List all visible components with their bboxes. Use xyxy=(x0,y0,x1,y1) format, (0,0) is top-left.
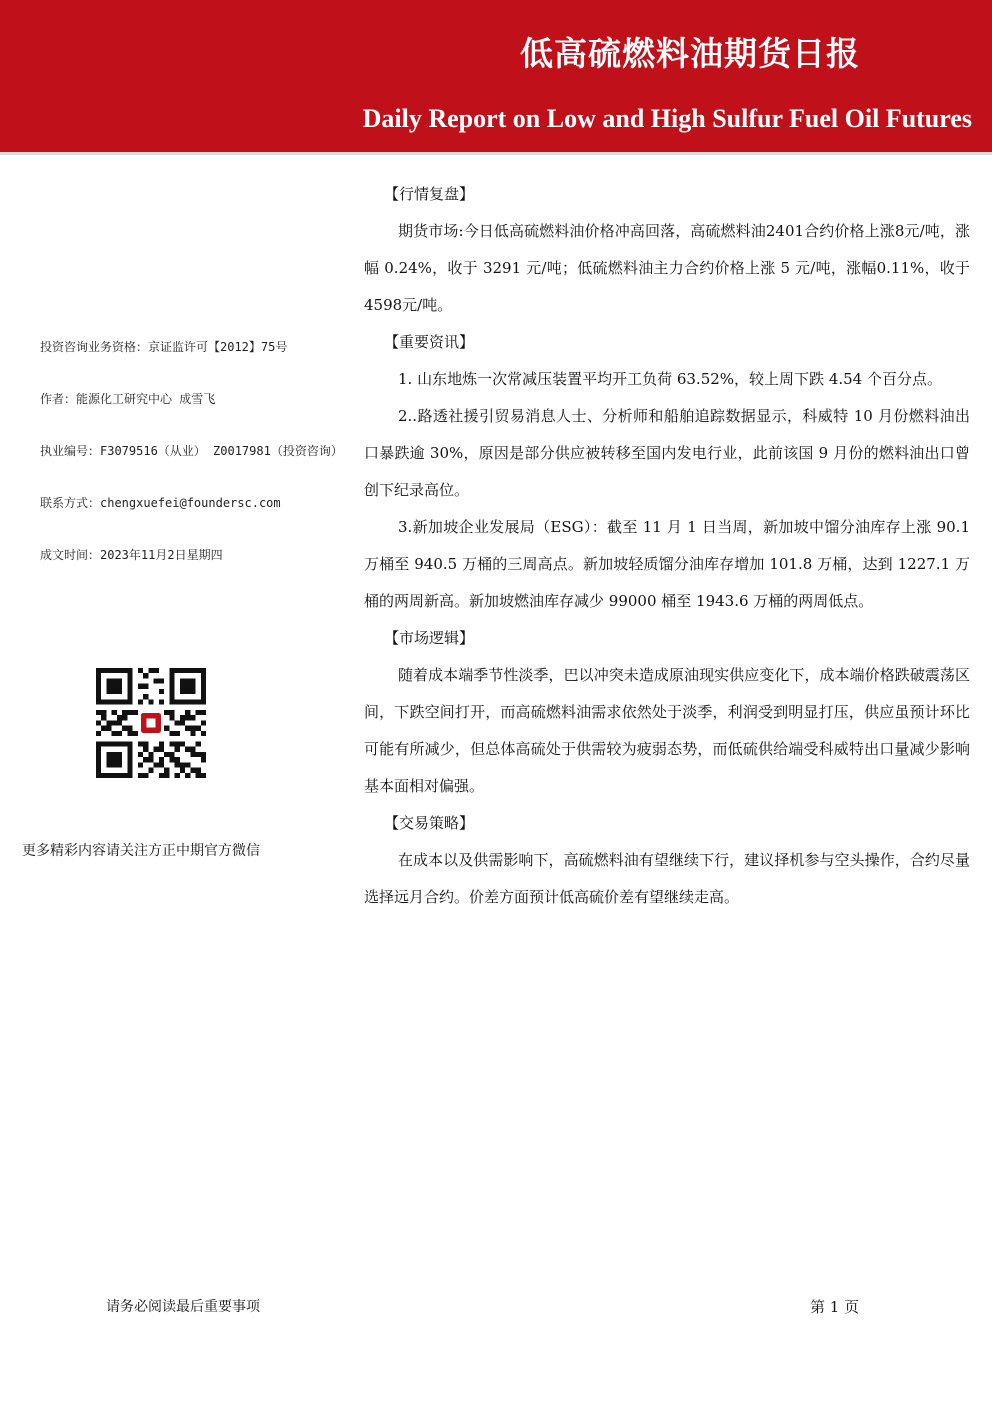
author-text: 作者：能源化工研究中心 成雪飞 xyxy=(40,392,216,406)
news-item-2: 2..路透社援引贸易消息人士、分析师和船舶追踪数据显示，科威特 10 月份燃料油出口暴跌逾 30%，原因是部分供应被转移至国内发电行业，此前该国 9 月份的燃料油出口曾创下纪录高位。 xyxy=(364,407,970,499)
qr-caption: 更多精彩内容请关注方正中期官方微信 xyxy=(22,843,260,859)
report-body xyxy=(364,176,970,916)
license-text: 执业编号：F3079516（从业） Z0017981（投资咨询） xyxy=(40,444,343,458)
market-review-paragraph: 期货市场:今日低高硫燃料油价格冲高回落，高硫燃料油2401合约价格上涨8元/吨，涨幅 0.24%，收于 3291 元/吨；低硫燃料油主力合约价格上涨 5 元/吨，涨幅0.11%，收于4598元/吨。 xyxy=(364,222,970,314)
header-divider xyxy=(0,152,992,155)
qualification-text: 投资咨询业务资格：京证监许可【2012】75号 xyxy=(40,340,288,354)
qr-code-image xyxy=(96,668,206,778)
page-number: 第 1 页 xyxy=(810,1298,860,1316)
header-banner xyxy=(0,0,992,152)
section-title-market-logic: 【市场逻辑】 xyxy=(384,629,475,647)
market-logic-paragraph: 随着成本端季节性淡季，巴以冲突未造成原油现实供应变化下，成本端价格跌破震荡区间，下跌空间打开，而高硫燃料油需求依然处于淡季，利润受到明显打压，供应虽预计环比可能有所减少，但总体高硫处于供需较为疲弱态势，而低硫供给端受科威特出口量减少影响基本面相对偏强。 xyxy=(364,666,970,795)
report-title-english: Daily Report on Low and High Sulfur Fuel Oil Futures xyxy=(362,104,972,133)
section-title-news: 【重要资讯】 xyxy=(384,333,475,351)
section-title-strategy: 【交易策略】 xyxy=(384,814,475,832)
date-text: 成文时间：2023年11月2日星期四 xyxy=(40,548,223,562)
news-item-1: 1. 山东地炼一次常减压装置平均开工负荷 63.52%，较上周下跌 4.54 个百分点。 xyxy=(398,370,942,388)
report-title-chinese: 低高硫燃料油期货日报 xyxy=(520,34,860,73)
strategy-paragraph: 在成本以及供需影响下，高硫燃料油有望继续下行，建议择机参与空头操作，合约尽量选择远月合约。价差方面预计低高硫价差有望继续走高。 xyxy=(364,851,970,906)
section-title-market-review: 【行情复盘】 xyxy=(384,185,475,203)
contact-text: 联系方式：chengxuefei@foundersc.com xyxy=(40,496,281,510)
news-item-3: 3.新加坡企业发展局（ESG）：截至 11 月 1 日当周，新加坡中馏分油库存上涨 90.1 万桶至 940.5 万桶的三周高点。新加坡轻质馏分油库存增加 101.8 万桶，达到 1227.1 万桶的两周新高。新加坡燃油库存减少 99000 桶至 1943.6 万桶的两周低点。 xyxy=(364,518,970,610)
footer-notice: 请务必阅读最后重要事项 xyxy=(106,1299,260,1315)
